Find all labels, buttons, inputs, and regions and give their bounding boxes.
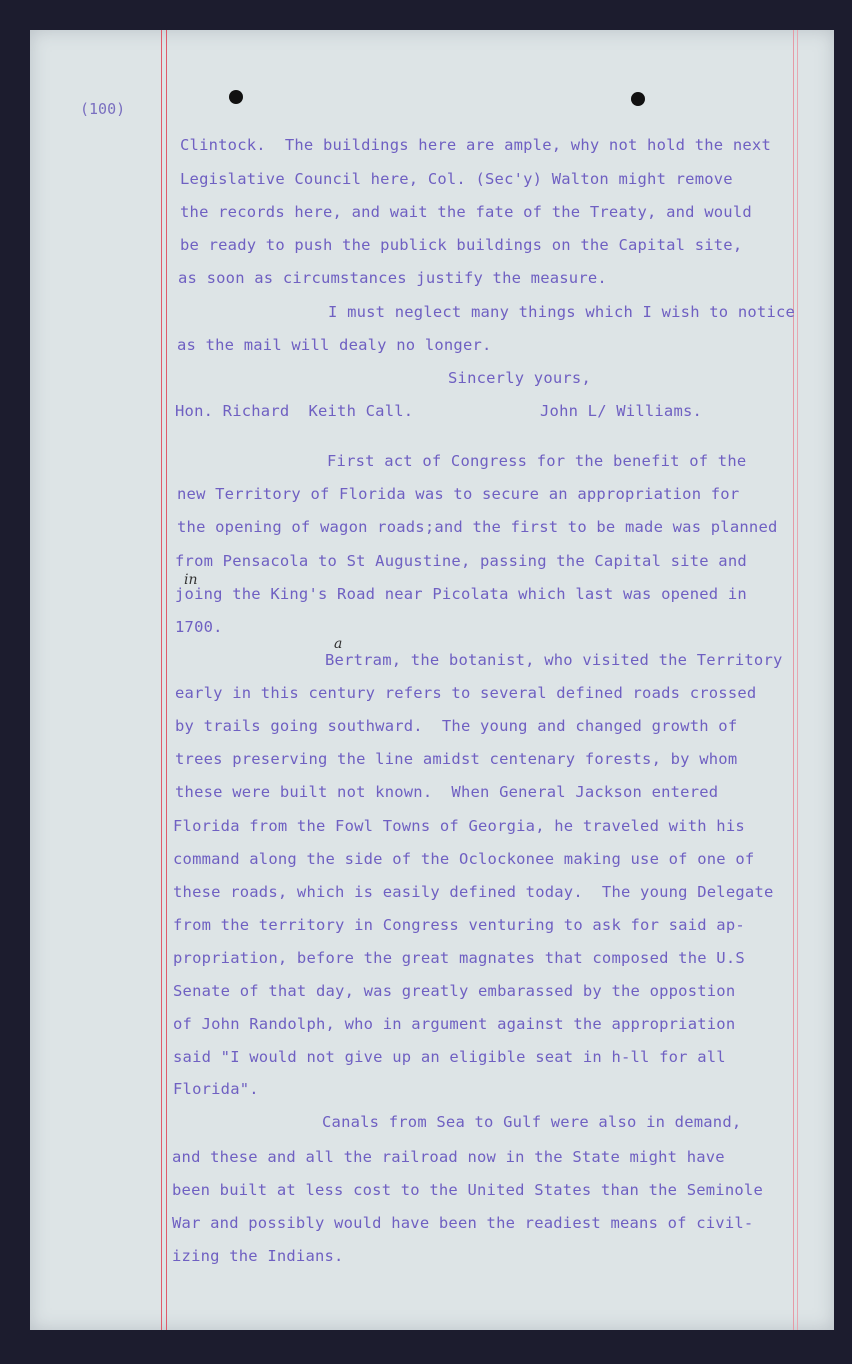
handwritten-insert-in: in xyxy=(184,572,198,588)
text-line: Clintock. The buildings here are ample, why not hold the next xyxy=(180,136,771,154)
text-line: and these and all the railroad now in the State might have xyxy=(172,1148,725,1166)
punch-hole-right xyxy=(631,92,645,106)
text-line: Senate of that day, was greatly embarassed by the oppostion xyxy=(173,982,736,1000)
text-line: be ready to push the publick buildings on the Capital site, xyxy=(180,236,743,254)
text-line: Florida from the Fowl Towns of Georgia, he traveled with his xyxy=(173,817,745,835)
text-line: joing the King's Road near Picolata which last was opened in xyxy=(175,585,747,603)
closing-salutation: Sincerly yours, xyxy=(448,369,591,387)
text-line: First act of Congress for the benefit of the xyxy=(327,452,747,470)
handwritten-insert-a: a xyxy=(334,636,343,652)
text-line: propriation, before the great magnates that composed the U.S xyxy=(173,949,745,967)
text-line: new Territory of Florida was to secure an appropriation for xyxy=(177,485,740,503)
text-line: been built at less cost to the United States than the Seminole xyxy=(172,1181,763,1199)
text-line: izing the Indians. xyxy=(172,1247,344,1265)
recipient-name: Hon. Richard Keith Call. xyxy=(175,402,414,420)
punch-hole-left xyxy=(229,90,243,104)
document-page xyxy=(30,30,834,1330)
text-line: from the territory in Congress venturing to ask for said ap- xyxy=(173,916,745,934)
text-line: of John Randolph, who in argument against the appropriation xyxy=(173,1015,736,1033)
text-line: Bertram, the botanist, who visited the Territory xyxy=(325,651,783,669)
text-line: War and possibly would have been the readiest means of civil- xyxy=(172,1214,754,1232)
text-line: by trails going southward. The young and changed growth of xyxy=(175,717,738,735)
text-line: command along the side of the Oclockonee making use of one of xyxy=(173,850,755,868)
text-line: the opening of wagon roads;and the first to be made was planned xyxy=(177,518,778,536)
text-line: these roads, which is easily defined today. The young Delegate xyxy=(173,883,774,901)
text-line: as soon as circumstances justify the measure. xyxy=(178,269,607,287)
text-line: early in this century refers to several defined roads crossed xyxy=(175,684,757,702)
text-line: Florida". xyxy=(173,1080,259,1098)
text-line: 1700. xyxy=(175,618,223,636)
left-margin-rule-inner xyxy=(166,30,167,1330)
signature-name: John L/ Williams. xyxy=(540,402,703,420)
text-line: from Pensacola to St Augustine, passing the Capital site and xyxy=(175,552,747,570)
text-line: Legislative Council here, Col. (Sec'y) Walton might remove xyxy=(180,170,733,188)
text-line: trees preserving the line amidst centenary forests, by whom xyxy=(175,750,738,768)
text-line: said "I would not give up an eligible seat in h-ll for all xyxy=(173,1048,726,1066)
text-line: the records here, and wait the fate of the Treaty, and would xyxy=(180,203,752,221)
text-line: I must neglect many things which I wish to notice xyxy=(328,303,796,321)
page-number: (100) xyxy=(80,100,126,118)
text-line: as the mail will dealy no longer. xyxy=(177,336,492,354)
text-line: these were built not known. When General Jackson entered xyxy=(175,783,719,801)
right-margin-rule-outer xyxy=(797,30,798,1330)
left-margin-rule xyxy=(161,30,162,1330)
text-line: Canals from Sea to Gulf were also in demand, xyxy=(322,1113,742,1131)
right-margin-rule xyxy=(793,30,794,1330)
